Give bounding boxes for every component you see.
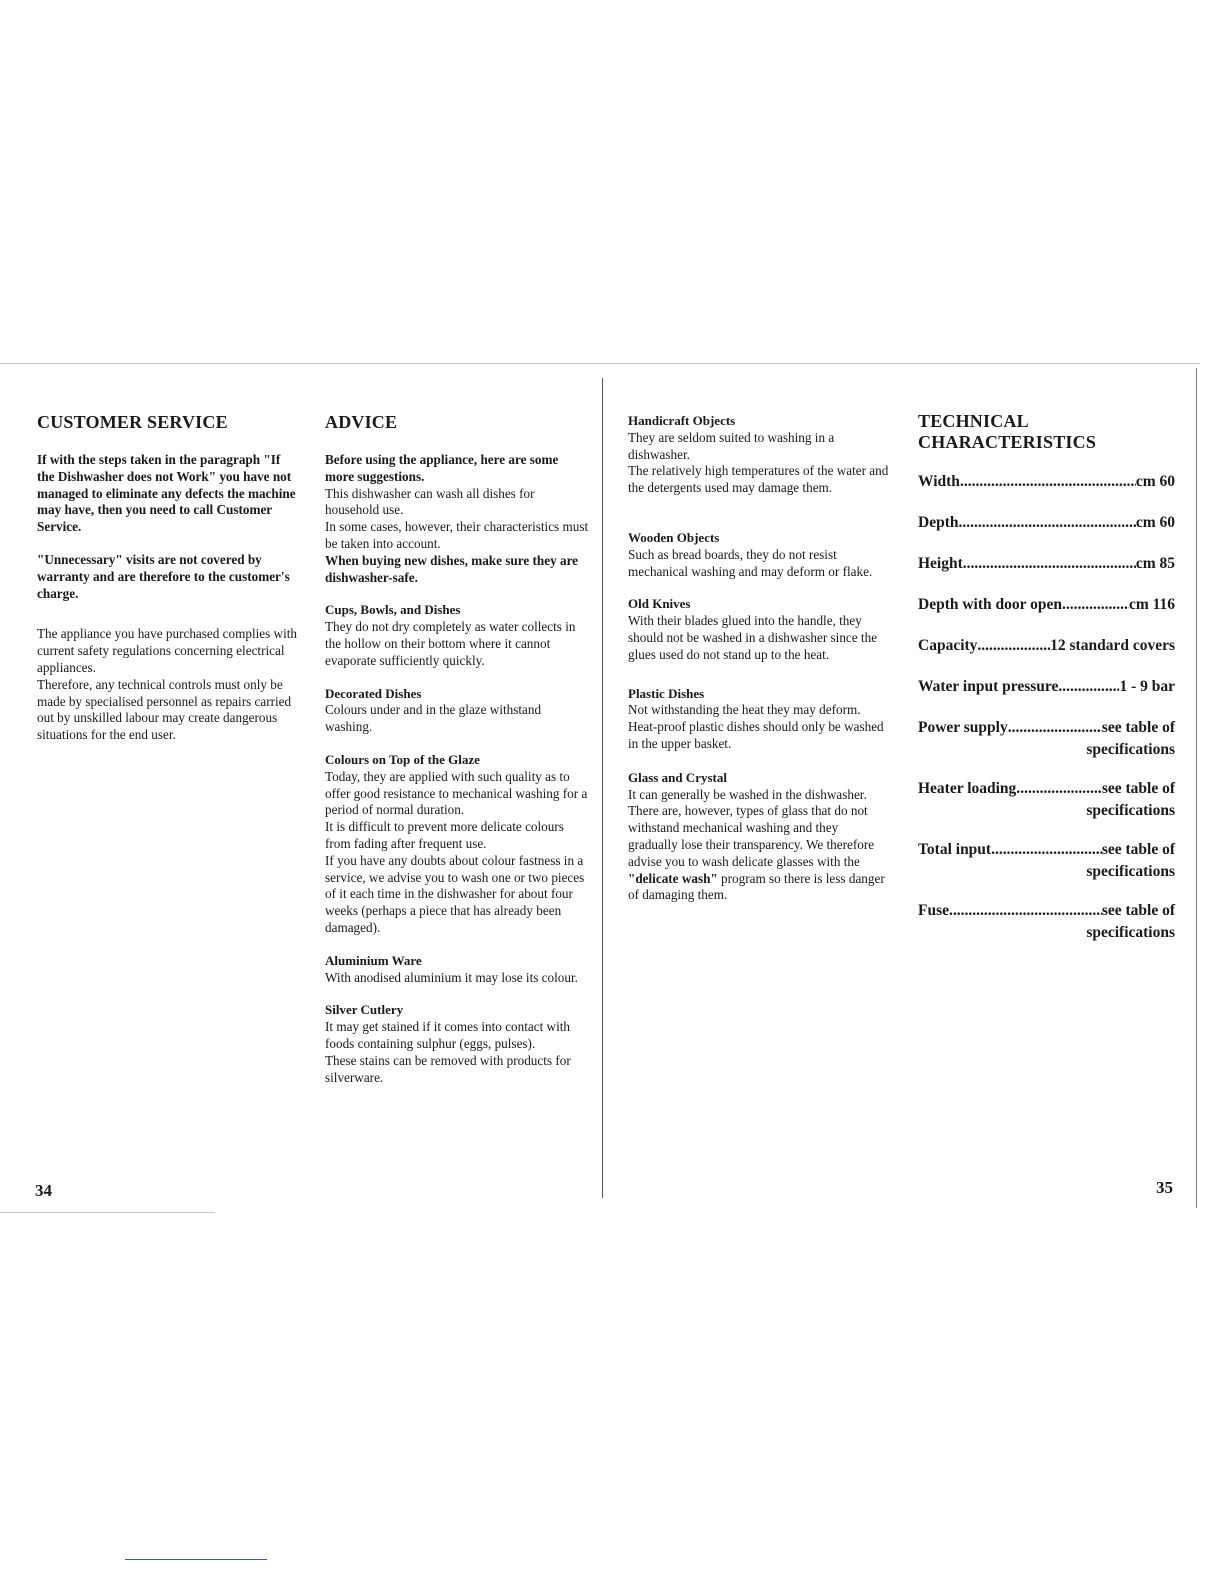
section-text: Today, they are applied with such quality as to offer good resistance to mechanical washing for a period of normal duration. <box>325 768 588 818</box>
spec-water-pressure: Water input pressure ..... 1 - 9 bar <box>918 679 1175 699</box>
technical-title-line2: CHARACTERISTICS <box>918 432 1097 452</box>
customer-service-p3: The appliance you have purchased complies with current safety regulations concerning electrical appliances. <box>37 626 297 675</box>
blue-underline <box>125 1559 267 1560</box>
object-heading: Plastic Dishes <box>628 685 705 701</box>
bottom-rule <box>0 1212 215 1213</box>
section-heading: Aluminium Ware <box>325 952 422 968</box>
section-heading: Silver Cutlery <box>325 1002 404 1018</box>
object-text: The relatively high temperatures of the water and the detergents used may damage them. <box>628 463 889 496</box>
right-edge-line <box>1196 368 1197 1208</box>
spec-total-input: Total input ..... see table of specifications <box>918 842 1175 882</box>
spec-depth-door-open: Depth with door open ..... cm 116 <box>918 597 1175 617</box>
object-text: Heat-proof plastic dishes should only be washed in the upper basket. <box>628 719 884 751</box>
center-fold-line <box>602 378 603 1198</box>
section-text: If you have any doubts about colour fastness in a service, we advise you to wash one or two pieces of it each time in the dishwasher for about four weeks (perhaps a piece that has already been damaged). <box>325 852 585 935</box>
object-text: Such as bread boards, they do not resist mechanical washing and may deform or flake. <box>628 546 873 579</box>
left-page-number: 34 <box>35 1181 52 1200</box>
customer-service-title: CUSTOMER SERVICE <box>37 412 228 432</box>
customer-service-p1: If with the steps taken in the paragraph "If the Dishwasher does not Work" you have not managed to eliminate any defects the machine may have, then you need to call Customer Service. <box>37 452 296 535</box>
section-text: With anodised aluminium it may lose its colour. <box>325 969 578 985</box>
technical-title-line1: TECHNICAL <box>918 411 1029 431</box>
spec-fuse: Fuse ..... see table of specifications <box>918 903 1175 943</box>
spec-width: Width ..... cm 60 <box>918 474 1175 494</box>
object-heading: Old Knives <box>628 596 691 612</box>
object-text: With their blades glued into the handle, they should not be washed in a dishwasher since the glues used do not stand up to the heat. <box>628 613 878 662</box>
section-text: It may get stained if it comes into contact with foods containing sulphur (eggs, pulses). <box>325 1019 571 1051</box>
advice-column <box>325 412 590 1086</box>
advice-intro-2: In some cases, however, their characteristics must be taken into account. <box>325 519 589 551</box>
object-text: They are seldom suited to washing in a dishwasher. <box>628 429 835 462</box>
technical-column <box>918 411 1175 964</box>
advice-title: ADVICE <box>325 412 398 432</box>
advice-intro-bold: Before using the appliance, here are some more suggestions. <box>325 452 559 484</box>
customer-service-p2: "Unnecessary" visits are not covered by warranty and are therefore to the customer's charge. <box>37 551 290 601</box>
top-rule <box>0 363 1200 364</box>
object-heading: Glass and Crystal <box>628 769 727 785</box>
spec-depth: Depth ..... cm 60 <box>918 515 1175 535</box>
section-text: It is difficult to prevent more delicate colours from fading after frequent use. <box>325 819 564 851</box>
spec-height: Height ..... cm 85 <box>918 556 1175 576</box>
customer-service-p4: Therefore, any technical controls must only be made by specialised personnel as repairs carried out by unskilled labour may create dangerous situations for the end user. <box>37 676 292 743</box>
customer-service-column <box>37 412 299 744</box>
section-text: These stains can be removed with products for silverware. <box>325 1052 571 1085</box>
spec-heater-loading: Heater loading ..... see table of specifications <box>918 781 1175 821</box>
section-heading: Colours on Top of the Glaze <box>325 751 480 767</box>
section-heading: Cups, Bowls, and Dishes <box>325 602 461 618</box>
objects-column <box>628 413 890 904</box>
object-heading: Wooden Objects <box>628 529 720 545</box>
object-heading: Handicraft Objects <box>628 413 736 428</box>
section-text: Colours under and in the glaze withstand washing. <box>325 702 542 735</box>
spec-power-supply: Power supply ..... see table of specifications <box>918 720 1175 760</box>
spec-capacity: Capacity ..... 12 standard covers <box>918 638 1175 658</box>
section-heading: Decorated Dishes <box>325 685 422 701</box>
object-text: It can generally be washed in the dishwasher. There are, however, types of glass that do not withstand mechanical washing and they gradually lose their transparency. We therefore advise you to wash delicate glasses with the "delicate wash" program so there is less danger of damaging them. <box>628 786 885 903</box>
right-page-number: 35 <box>1156 1178 1173 1197</box>
object-text: Not withstanding the heat they may deform. <box>628 702 861 718</box>
section-text: They do not dry completely as water collects in the hollow on their bottom where it cannot evaporate sufficiently quickly. <box>325 619 576 668</box>
advice-intro-1: This dishwasher can wash all dishes for household use. <box>325 485 535 518</box>
advice-intro-bold2: When buying new dishes, make sure they are dishwasher-safe. <box>325 552 579 585</box>
